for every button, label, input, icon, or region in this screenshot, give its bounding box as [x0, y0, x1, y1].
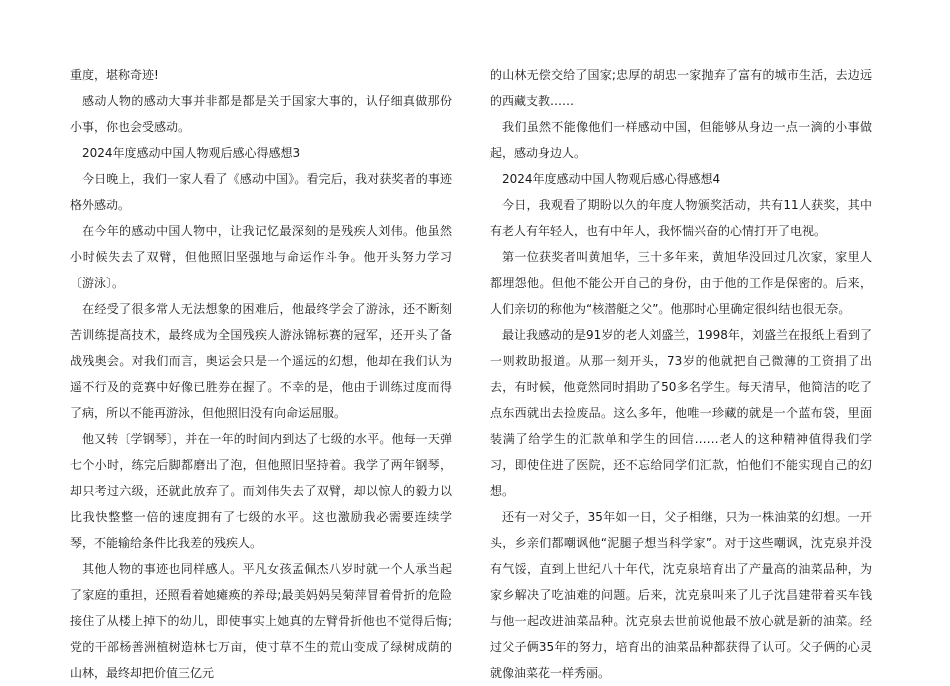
section-heading: 2024年度感动中国人物观后感心得感想4	[502, 172, 721, 186]
paragraph: 我们虽然不能像他们一样感动中国，但能够从身边一点一滴的小事做起，感动身边人。	[490, 120, 872, 160]
paragraph: 重度，堪称奇迹!	[70, 68, 159, 82]
paragraph: 在今年的感动中国人物中，让我记忆最深刻的是残疾人刘伟。他虽然小时候失去了双臂，但他照旧坚强地与命运作斗争。他开头努力学习〔游泳〕。	[70, 224, 452, 290]
section-heading: 2024年度感动中国人物观后感心得感想3	[82, 146, 301, 160]
paragraph: 今日晚上，我们一家人看了《感动中国》。看完后，我对获奖者的事迹格外感动。	[70, 172, 452, 212]
paragraph: 他又转〔学钢琴〕，并在一年的时间内到达了七级的水平。他每一天弹七个小时，练完后脚都磨出了泡，但他照旧坚持着。我学了两年钢琴，却只考过六级，还就此放弃了。而刘伟失去了双臂，却以惊人的毅力以比我快整整一倍的速度拥有了七级的水平。这也激励我必需要连续学琴，不能输给条件比我差的残疾人。	[70, 432, 452, 550]
paragraph: 第一位获奖者叫黄旭华，三十多年来，黄旭华没回过几次家，家里人都埋怨他。但他不能公开自己的身份，由于他的工作是保密的。后来，人们亲切的称他为“核潜艇之父”。他那时心里确定很纠结也很无奈。	[490, 250, 872, 316]
paragraph: 在经受了很多常人无法想象的困难后，他最终学会了游泳，还不断刻苦训练提高技术，最终成为全国残疾人游泳锦标赛的冠军，还开头了备战残奥会。对我们而言，奥运会只是一个遥远的幻想，他却在我们认为遥不行及的竞赛中好像已胜券在握了。不幸的是，他由于训练过度而得了病，所以不能再游泳，但他照旧没有向命运屈服。	[70, 302, 452, 420]
paragraph: 的山林无偿交给了国家;忠厚的胡忠一家抛弃了富有的城市生活，去边远的西藏支教……	[490, 68, 872, 108]
paragraph: 其他人物的事迹也同样感人。平凡女孩孟佩杰八岁时就一个人承当起了家庭的重担，还照看着她瘫痪的养母;最美妈妈吴菊萍冒着骨折的危险接住了从楼上掉下的幼儿，即使事实上她真的左臂骨折他也不觉得后悔;党的干部杨善洲植树造林七万亩，使寸草不生的荒山变成了绿树成荫的山林，最终却把价值三亿元	[70, 562, 452, 680]
left-text-column	[70, 62, 452, 686]
paragraph: 还有一对父子，35年如一日，父子相继，只为一株油菜的幻想。一开头，乡亲们都嘲讽他“泥腿子想当科学家”。对于这些嘲讽，沈克泉并没有气馁，直到上世纪八十年代，沈克泉培育出了产量高的油菜品种，为家乡解决了吃油难的问题。后来，沈克泉叫来了儿子沈昌建带着买车钱与他一起改进油菜品种。沈克泉去世前说他最不放心就是新的油菜。经过父子俩35年的努力，培育出的油菜品种都获得了认可。父子俩的心灵就像油菜花一样秀丽。	[490, 510, 872, 680]
paragraph: 最让我感动的是91岁的老人刘盛兰，1998年，刘盛兰在报纸上看到了一则救助报道。从那一刻开头，73岁的他就把自己微薄的工资捐了出去，有时候，他竟然同时捐助了50多名学生。每天清早，他简洁的吃了点东西就出去捡废品。这么多年，他唯一珍藏的就是一个蓝布袋，里面装满了给学生的汇款单和学生的回信……老人的这种精神值得我们学习，即使住进了医院，还不忘给同学们汇款，怕他们不能实现自己的幻想。	[490, 328, 872, 498]
paragraph: 感动人物的感动大事并非都是都是关于国家大事的，认仔细真做那份小事，你也会受感动。	[70, 94, 452, 134]
paragraph: 今日，我观看了期盼以久的年度人物颁奖活动，共有11人获奖，其中有老人有年轻人，也有中年人，我怀惴兴奋的心情打开了电视。	[490, 198, 872, 238]
right-text-column	[490, 62, 872, 686]
